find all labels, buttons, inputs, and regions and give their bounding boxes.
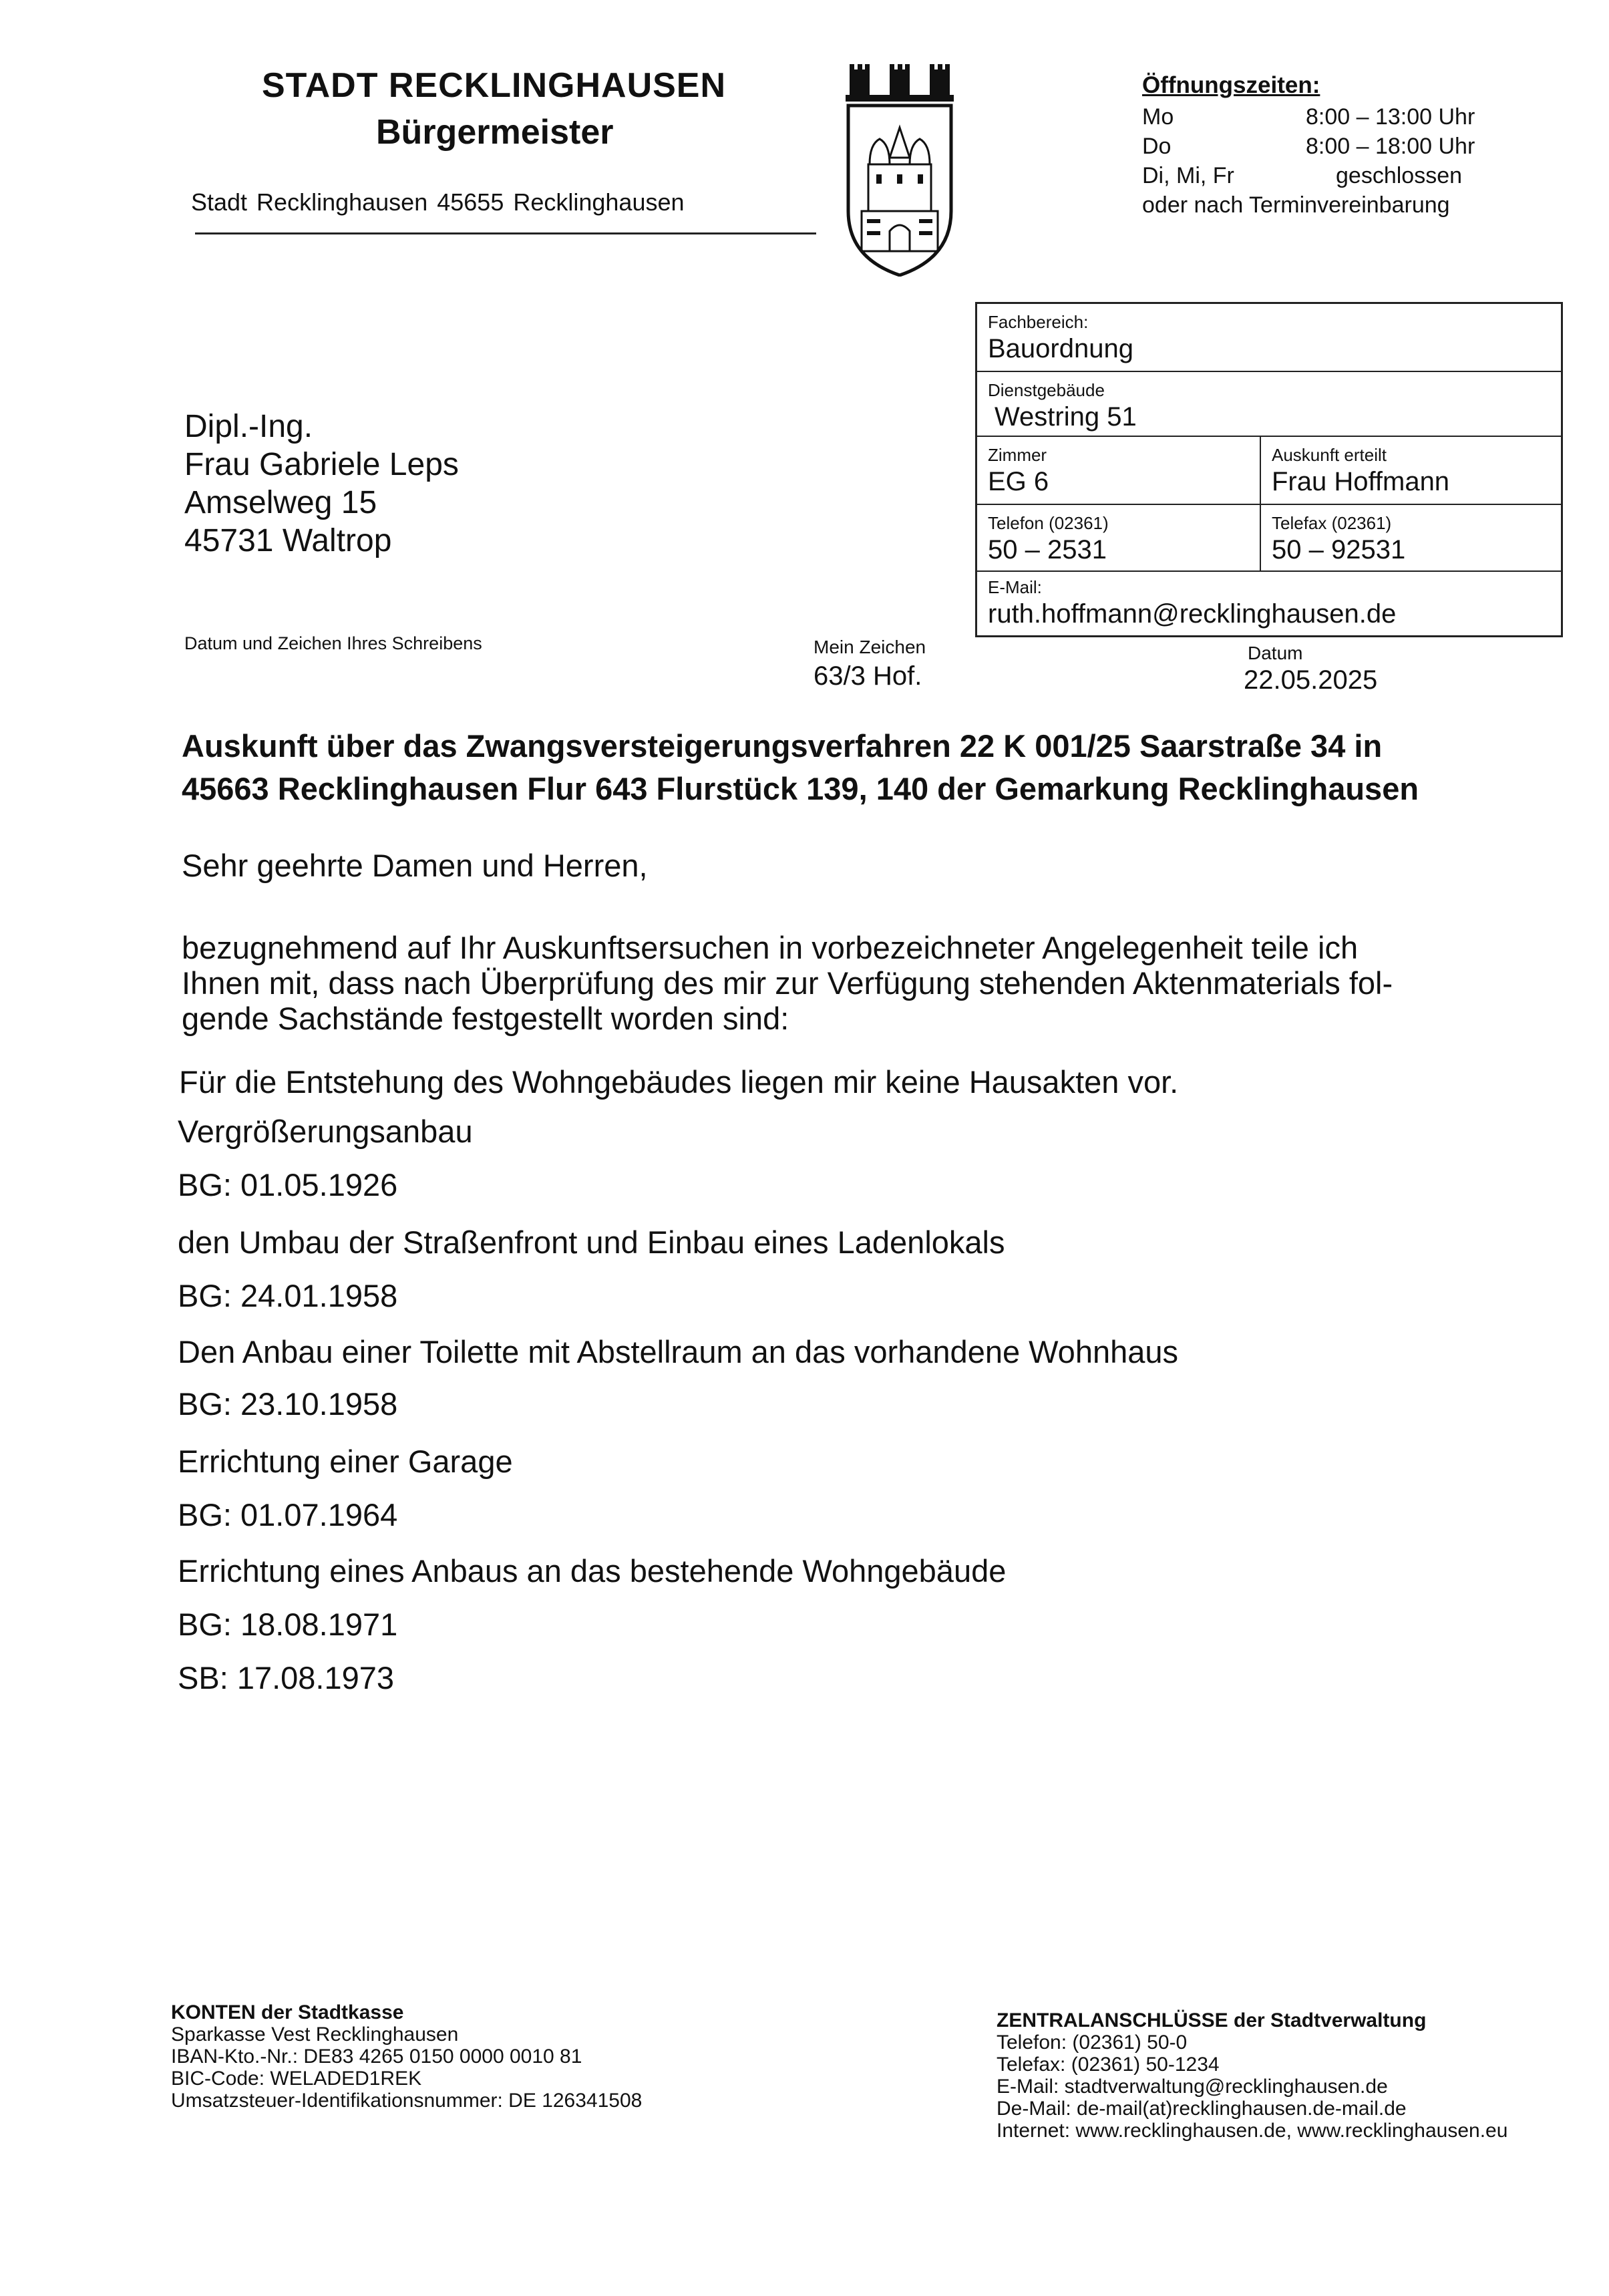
date-value: 22.05.2025 [1244,665,1378,695]
subject-line-2: 45663 Recklinghausen Flur 643 Flurstück 139, 140 der Gemarkung Recklinghausen [182,771,1419,806]
footer-contact-line: E-Mail: stadtverwaltung@recklinghausen.de [997,2076,1388,2098]
opening-time: 8:00 – 13:00 Uhr [1306,104,1475,130]
permit-description: Errichtung einer Garage [178,1444,513,1479]
fax-value: 50 – 92531 [1272,535,1406,564]
room-row [977,437,1561,505]
intro-line: Ihnen mit, dass nach Überprüfung des mir zur Verfügung stehenden Aktenmaterials fol- [182,965,1393,1001]
phone-label: Telefon (02361) [988,513,1109,533]
department-row [977,304,1561,372]
recipient-address [184,407,459,560]
recipient-title: Dipl.-Ing. [184,409,313,444]
sender-divider [195,232,816,234]
mayor-subheading: Bürgermeister [376,113,614,152]
city-name-heading: STADT RECKLINGHAUSEN [262,66,727,105]
no-house-files-statement: Für die Entstehung des Wohngebäudes liegen mir keine Hausakten vor. [179,1064,1179,1100]
intro-paragraph [182,930,1393,1036]
building-label: Dienstgebäude [988,380,1105,400]
info-person-value: Frau Hoffmann [1272,467,1450,496]
phone-row [977,505,1561,572]
email-row [977,572,1561,637]
intro-line: bezugnehmend auf Ihr Auskunftsersuchen in vorbezeichneter Angelegenheit teile ich [182,930,1359,965]
opening-time: geschlossen [1336,163,1463,188]
email-label: E-Mail: [988,577,1042,597]
your-reference-label: Datum und Zeichen Ihres Schreibens [184,633,482,653]
sender-address-line: Stadt Recklinghausen 45655 Recklinghausen [191,188,685,216]
footer-bank-line: BIC-Code: WELADED1REK [171,2068,422,2090]
permit-description: den Umbau der Straßenfront und Einbau eines Ladenlokals [178,1224,1005,1260]
building-row [977,372,1561,437]
subject-line-1: Auskunft über das Zwangsversteigerungsverfahren 22 K 001/25 Saarstraße 34 in [182,728,1383,764]
recipient-city: 45731 Waltrop [184,523,392,558]
permit-date: BG: 23.10.1958 [178,1386,398,1422]
opening-day: Do [1142,134,1172,159]
permit-description: Vergrößerungsanbau [178,1114,473,1149]
footer-bank-heading: KONTEN der Stadtkasse [171,2001,404,2023]
footer-central-contacts [997,2009,1507,2142]
date-label: Datum [1248,643,1303,663]
department-label: Fachbereich: [988,312,1089,332]
recipient-street: Amselweg 15 [184,485,377,520]
footer-bank-line: Umsatzsteuer-Identifikationsnummer: DE 126341508 [171,2090,643,2112]
fax-label: Telefax (02361) [1272,513,1392,533]
permit-description: Den Anbau einer Toilette mit Abstellraum an das vorhandene Wohnhaus [178,1334,1179,1369]
footer-bank-line: IBAN-Kto.-Nr.: DE83 4265 0150 0000 0010 81 [171,2045,582,2068]
footer-contact-line: Telefon: (02361) 50-0 [997,2031,1188,2054]
info-person-label: Auskunft erteilt [1272,445,1387,465]
footer-bank-line: Sparkasse Vest Recklinghausen [171,2023,459,2045]
permit-description: Errichtung eines Anbaus an das bestehende Wohngebäude [178,1553,1007,1589]
email-value: ruth.hoffmann@recklinghausen.de [988,599,1397,629]
opening-time: 8:00 – 18:00 Uhr [1306,134,1475,159]
permit-date: BG: 18.08.1971 [178,1607,398,1642]
footer-contact-line: Internet: www.recklinghausen.de, www.recklinghausen.eu [997,2120,1508,2142]
department-value: Bauordnung [988,334,1133,363]
city-coat-of-arms-logo [843,64,956,277]
permit-date: SB: 17.08.1973 [178,1660,395,1695]
opening-hours-note: oder nach Terminvereinbarung [1142,192,1450,218]
salutation: Sehr geehrte Damen und Herren, [182,848,648,883]
recipient-name: Frau Gabriele Leps [184,447,459,482]
footer-contacts-heading: ZENTRALANSCHLÜSSE der Stadtverwaltung [997,2009,1427,2031]
subject-line [182,725,1419,810]
phone-value: 50 – 2531 [988,535,1107,564]
opening-day: Di, Mi, Fr [1142,163,1234,188]
my-reference-value: 63/3 Hof. [814,661,922,691]
opening-hours [1142,72,1516,226]
permit-date: BG: 24.01.1958 [178,1278,398,1313]
footer-contact-line: De-Mail: de-mail(at)recklinghausen.de-mail.de [997,2098,1407,2120]
intro-line: gende Sachstände festgestellt worden sind: [182,1001,789,1036]
contact-info-box [975,302,1563,637]
building-value: Westring 51 [995,402,1137,432]
permit-date: BG: 01.07.1964 [178,1497,398,1532]
permit-date: BG: 01.05.1926 [178,1167,398,1202]
opening-hours-title: Öffnungszeiten: [1142,72,1320,98]
footer-bank-accounts [171,2001,642,2112]
footer-contact-line: Telefax: (02361) 50-1234 [997,2054,1220,2076]
opening-day: Mo [1142,104,1174,130]
room-value: EG 6 [988,467,1049,496]
room-label: Zimmer [988,445,1047,465]
my-reference-label: Mein Zeichen [814,637,926,657]
